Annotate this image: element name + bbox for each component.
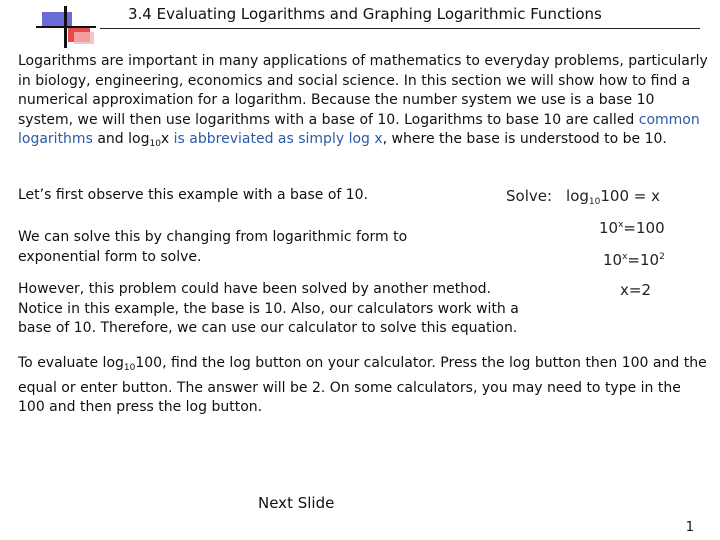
equal-bases-step: $10^x=10^2$: [603, 251, 665, 269]
solution-answer: x=2: [620, 281, 651, 299]
title-divider: [100, 28, 700, 29]
next-slide-link[interactable]: Next Slide: [258, 494, 335, 512]
change-form-text: We can solve this by changing from logarithmic form to exponential form to solve.: [18, 229, 408, 265]
exponential-form-step: $10^x=100$: [599, 219, 665, 237]
slide-logo-icon: [30, 6, 100, 46]
other-method-text: However, this problem could have been solved by another method. Notice in this example, the base is 10. Also, our calculators work with a base of 10. Therefore, we can use our calculator to solve this equation.: [18, 281, 519, 336]
calculator-instructions: To evaluate $\log_{10}100$, find the log button on your calculator. Press the log button then 100 and the equal or enter button. The answer will be 2. On some calculators, you may need to type in the 100 and then press the log button.: [18, 355, 707, 415]
abbreviation-note: is abbreviated as simply log x: [169, 131, 383, 147]
common-logarithms-term: common logarithms: [18, 111, 700, 147]
intro-paragraph: Logarithms are important in many applications of mathematics to everyday problems, particularly in biology, engineering, economics and social science. In this section we will show how to find a numerical approximation for a logarithm. Because the number system we use is a base 10 system, we will then use logarithms with a base of 10. Logarithms to base 10 are called common logarithms and $\log_{10}x$ is abbreviated as simply log x, where the base is understood to be 10.: [18, 53, 708, 149]
observe-text: Let’s first observe this example with a base of 10.: [18, 187, 369, 203]
page-number: 1: [685, 520, 694, 535]
slide-title: 3.4 Evaluating Logarithms and Graphing Logarithmic Functions: [128, 5, 602, 23]
solve-equation: Solve: $\log_{10}100 = x$: [506, 187, 660, 207]
